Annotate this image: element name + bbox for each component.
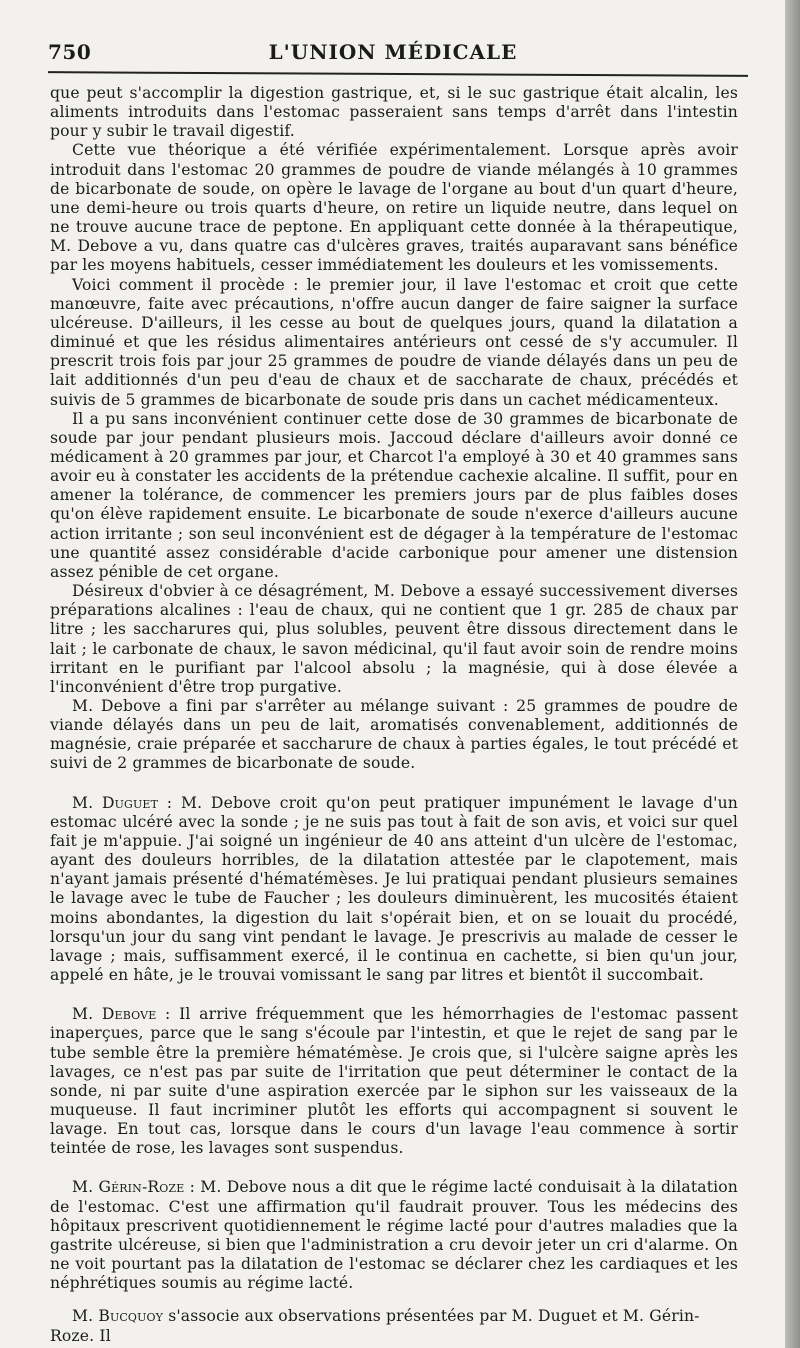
running-title: L'UNION MÉDICALE [268,40,518,64]
paragraph [50,794,738,986]
speaker-name: M. Duguet [72,793,159,812]
paragraph-text: s'associe aux observations présentées par M. Duguet et M. Gérin-Roze. Il [50,1307,700,1345]
paragraph: Cette vue théorique a été vérifiée expérimentalement. Lorsque après avoir introduit dans l'estomac 20 grammes de poudre de viande mélangés à 10 grammes de bicarbonate de soude, on opère le lavage de l'organe au bout d'un quart d'heure, une demi-heure ou trois quarts d'heure, on retire un liquide neutre, dans lequel on ne trouve aucune trace de peptone. En appliquant cette donnée à la thérapeutique, M. Debove a vu, dans quatre cas d'ulcères graves, traités auparavant sans bénéfice par les moyens habituels, cesser immédiatement les douleurs et les vomissements. [50,141,738,275]
paragraph: que peut s'accomplir la digestion gastrique, et, si le suc gastrique était alcalin, les aliments introduits dans l'estomac passeraient sans temps d'arrêt dans l'intestin pour y subir le travail digestif. [50,84,738,141]
paragraph: Voici comment il procède : le premier jour, il lave l'estomac et croit que cette manœuvre, faite avec précautions, n'offre aucun danger de faire saigner la surface ulcéreuse. D'ailleurs, il les cesse au bout de quelques jours, quand la dilatation a diminué et que les résidus alimentaires antérieurs ont cessé de s'y accumuler. Il prescrit trois fois par jour 25 grammes de poudre de viande délayés dans un peu de lait additionnés d'un peu d'eau de chaux et de saccharate de chaux, précédés et suivis de 5 grammes de bicarbonate de soude pris dans un cachet médicamenteux. [50,275,738,409]
paragraph [50,1005,738,1158]
paragraph [50,1307,738,1345]
speaker-name: M. Gérin-Roze [72,1178,185,1197]
paragraph: Il a pu sans inconvénient continuer cette dose de 30 grammes de bicarbonate de soude par jour pendant plusieurs mois. Jaccoud déclare d'ailleurs avoir donné ce médicament à 20 grammes par jour, et Charcot l'a employé à 30 et 40 grammes sans avoir eu à constater les accidents de la prétendue cachexie alcaline. Il suffit, pour en amener la tolérance, de commencer les premiers jours par de plus faibles doses qu'on élève rapidement ensuite. Le bicarbonate de soude n'exerce d'ailleurs aucune action irritante ; son seul inconvénient est de dégager à la température de l'estomac une quantité assez considérable d'acide carbonique pour amener une distension assez pénible de cet organe. [50,409,738,581]
speaker-name: M. Debove [72,1005,157,1024]
paragraph-text: : Il arrive fréquemment que les hémorrhagies de l'estomac passent inaperçues, parce que le sang s'écoule par l'intestin, et que le rejet de sang par le tube semble être la première hématémèse. Je crois que, si l'ulcère saigne après les lavages, ce n'est pas par suite de l'irritation que peut déterminer le contact de la sonde, ni par suite d'une aspiration exercée par le siphon sur les vaisseaux de la muqueuse. Il faut incriminer plutôt les efforts qui accompagnent si souvent le lavage. En tout cas, lorsque dans le cours d'un lavage l'eau commence à sortir teintée de rose, les lavages sont suspendus. [50,1005,738,1158]
paragraph: M. Debove a fini par s'arrêter au mélange suivant : 25 grammes de poudre de viande délayés dans un peu de lait, aromatisés convenablement, additionnés de magnésie, craie préparée et saccharure de chaux à parties égales, le tout précédé et suivi de 2 grammes de bicarbonate de soude. [50,697,738,773]
paragraph-text: : M. Debove croit qu'on peut pratiquer impunément le lavage d'un estomac ulcéré avec la sonde ; je ne suis pas tout à fait de son avis, et voici sur quel fait je m'appuie. J'ai soigné un ingénieur de 40 ans atteint d'un ulcère de l'estomac, ayant des douleurs horribles, de la dilatation attestée par le clapotement, mais n'ayant jamais présenté d'hématémèses. Je lui pratiquai pendant plusieurs semaines le lavage avec le tube de Faucher ; les douleurs diminuèrent, les mucosités étaient moins abondantes, la digestion du lait s'opérait bien, et on se louait du procédé, lorsqu'un jour du sang vint pendant le lavage. Je prescrivis au malade de cesser le lavage ; mais, suffisamment exercé, il le continua en cachette, si bien qu'un jour, appelé en hâte, je le trouvai vomissant le sang par litres et bientôt il succombait. [50,793,738,985]
page-edge-shadow [785,0,800,1348]
paragraph [50,1178,738,1293]
page-number: 750 [48,40,92,64]
paragraph-text: : M. Debove nous a dit que le régime lacté conduisait à la dilatation de l'estomac. C'est une affirmation qu'il faudrait prouver. Tous les médecins des hôpitaux prescrivent quotidiennement le régime lacté pour d'autres maladies que la gastrite ulcéreuse, si bien que l'administration a cru devoir jeter un cri d'alarme. On ne voit pourtant pas la dilatation de l'estomac se déclarer chez les cardiaques et les néphrétiques soumis au régime lacté. [50,1178,738,1293]
paragraph: Désireux d'obvier à ce désagrément, M. Debove a essayé successivement diverses préparations alcalines : l'eau de chaux, qui ne contient que 1 gr. 285 de chaux par litre ; les saccharures qui, plus solubles, peuvent être dissous directement dans le lait ; le carbonate de chaux, le savon médicinal, qu'il faut avoir soin de rendre moins irritant en le purifiant par l'alcool absolu ; la magnésie, qui à dose élevée a l'inconvénient d'être trop purgative. [50,582,738,696]
page-header [48,36,738,70]
speaker-name: M. Bucquoy [72,1307,164,1326]
page-body [50,84,738,1346]
header-rule [48,71,748,77]
